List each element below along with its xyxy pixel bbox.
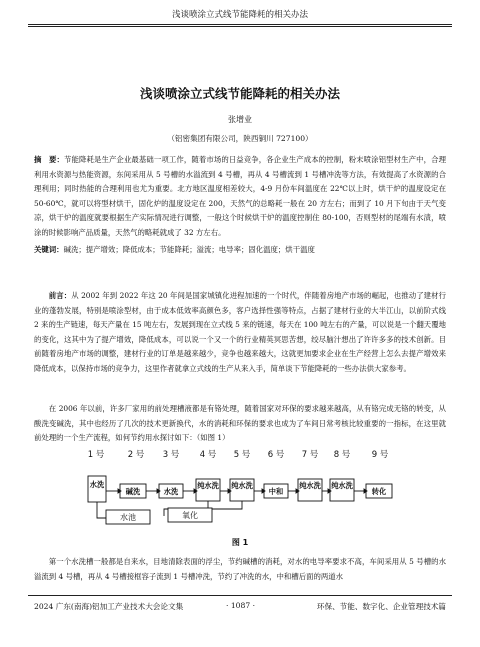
preface-label: 前言： [48, 291, 72, 300]
footer-right: 环保、节能、数字化、企业管理技术篇 [316, 602, 446, 611]
tank-number: 4 号 [199, 450, 217, 460]
tank-number: 1 号 [87, 450, 105, 460]
running-header: 浅谈喷涂立式线节能降耗的相关办法 [171, 10, 308, 20]
header-rule [28, 24, 452, 27]
paragraph-3-text: 第一个水洗槽一般都是自来水，目地清除表面的浮尘，节约碱槽的消耗，对水的电导率要求不高，车间采用从 5 号槽的水溢流到 4 号槽，再从 4 号槽接框容子流到 1 号槽冲洗，节约了冲洗的水，中和槽后面的两道水 [34, 557, 446, 581]
process-flow-figure [70, 446, 410, 536]
keywords [34, 244, 446, 256]
figure-caption: 图 1 [231, 538, 249, 547]
tank-number: 6 号 [267, 450, 285, 460]
tank-label: 中和 [268, 487, 284, 496]
article-author: 张增业 [228, 115, 252, 124]
tank-number: 5 号 [233, 450, 251, 460]
tank-label: 水洗 [89, 480, 105, 489]
paragraph-3 [34, 555, 446, 584]
tank-label: 转化 [371, 487, 387, 496]
tank-label: 纯水洗 [231, 481, 253, 490]
footer-left: 2024 广东(南海)铝加工产业技术大会论文集 [34, 602, 184, 611]
tank-label: 碱洗 [125, 487, 141, 496]
abstract [34, 153, 446, 241]
preface-paragraph [34, 289, 446, 377]
page-number: · 1087 · [226, 601, 255, 610]
article-title: 浅谈喷涂立式线节能降耗的相关办法 [139, 86, 340, 101]
tank-number: 7 号 [301, 450, 319, 460]
pool-label: 水池 [120, 513, 136, 522]
tank-number: 2 号 [127, 450, 145, 460]
keywords-label: 关键词： [34, 245, 64, 254]
tank-label: 纯水洗 [331, 481, 353, 490]
keywords-text: 碱洗；提产增效；降低成本；节能降耗；溢流；电导率；固化温度；烘干温度 [63, 245, 315, 254]
paragraph-2 [34, 402, 446, 446]
article-affiliation: （铝密集团有限公司，陕西铜川 727100） [167, 134, 313, 143]
footer-rule [28, 595, 452, 596]
preface-text: 从 2002 年到 2022 年这 20 年间是国家城镇化进程加速的一个时代，伴随着房地产市场的崛起，也推动了建材行业的蓬勃发展，特别是喷涂型材，由于成本低效率高颜色多，客户选择性强等特点，占据了建材行业的大半江山，以前阶式线 2 来的生产链速，每天产量在 15 吨左右，发展到现在立式线 5 来的链速，每天在 100 吨左右的产量，可以说是一个翻天覆地的变化，这其中为了提产增效，降低成本，可以说一个又一个的行业精英冥思苦想，绞尽脑汁想出了许许多多的技术创新。目前随着房地产市场的调整，建材行业的订单是越来越少，竞争也越来越大，这就更加要求企业在生产经营上怎么去提产增效来降低成本，以保持市场的竞争力，这里作者就拿立式线的生产从来入手，简单谈下节能降耗的一些办法供大家参考。 [34, 291, 446, 373]
oxidation-label: 氧化 [182, 511, 198, 520]
tank-number: 3 号 [162, 450, 180, 460]
tank-label: 纯水洗 [197, 481, 219, 490]
overflow-pipe [97, 502, 106, 518]
paragraph-2-text: 在 2006 年以前，许多厂家用的前处理槽液都是有铬处理，随着国家对环保的要求越来越高，从有铬完成无铬的转变，从酸洗变碱洗，其中也经历了几次的技术更新换代，水的消耗和环保的要求也成为了车间日常考核比较重要的一指标，在这里就前处理的一个生产流程，如何节约用水探讨如下：（如图 1） [34, 404, 446, 443]
oxidation-pipe [208, 501, 242, 509]
abstract-text: 节能降耗是生产企业最基础一项工作，随着市场的日益竞争，各企业生产成本的控制，粉末喷涂铝型材生产中，合理利用水资源与热能资源，东间采用从 5 号槽的水溢流到 4 号槽，再从 4 号槽流到 1 号槽冲洗等方法，有效提高了水资源的合理利用；同时热能的合理利用也尤为重要。北方地区温度相差较大，4-9 月份车间温度在 22℃以上时，烘干炉的温度设定在 50-60℃，就可以将型材烘干，固化炉的温度设定在 200，天然气的总略耗一般在 20 方左右；而到了 10 月下旬由于天气变凉，烘干炉的温度就要根据生产实际情况进行调整，一般这个时候烘干炉的温度控制住 80-100，否则型材的尾端有水渍，喷涂的时候影响产品质量，天然气的略耗就成了 32 方左右。 [34, 155, 446, 237]
tank-label: 纯水洗 [299, 481, 321, 490]
tank-number: 9 号 [371, 450, 389, 460]
tank-label: 水洗 [163, 487, 179, 496]
tank-number: 8 号 [333, 450, 351, 460]
abstract-label: 摘 要： [34, 155, 64, 164]
